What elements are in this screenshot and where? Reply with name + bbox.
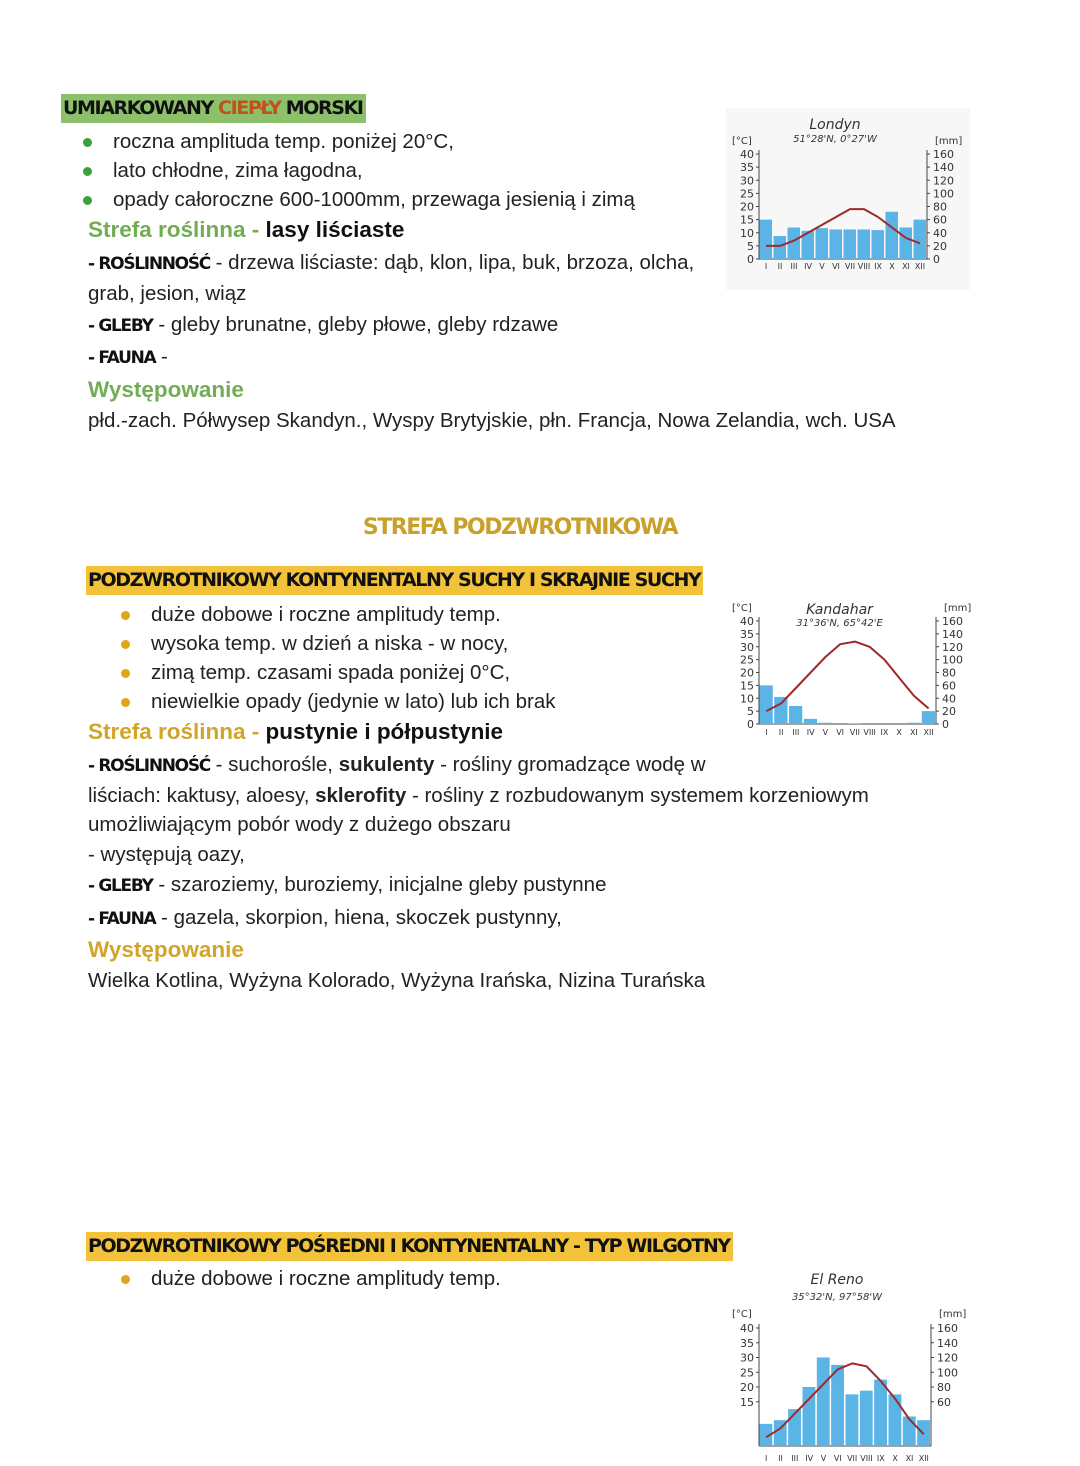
climate-heading-temperate-maritime <box>61 94 366 123</box>
precipitation-bar <box>914 220 927 259</box>
chart-tick-label-right: 160 <box>942 615 963 628</box>
chart-title: Londyn <box>809 117 861 133</box>
heading-highlight: PODZWROTNIKOWY POŚREDNI I KONTYNENTALNY - TYP WILGOTNY <box>86 1232 733 1261</box>
precipitation-bar <box>874 1380 887 1446</box>
soils-label: - GLEBY <box>88 876 153 896</box>
chart-category-label: IV <box>806 728 815 737</box>
bullet-dot-icon <box>121 611 130 620</box>
chart-tick-label-right: 0 <box>933 253 940 266</box>
chart-tick-label-left: 30 <box>740 640 754 654</box>
chart-tick-label-right: 40 <box>942 692 956 706</box>
fauna-text: - <box>155 345 168 368</box>
chart-tick-label-left: 35 <box>740 627 754 641</box>
oases-line: - występują oazy, <box>88 843 245 866</box>
vegetation-zone-line <box>88 215 404 245</box>
chart-category-label: VI <box>832 262 840 271</box>
chart-tick-label-right: 60 <box>937 1395 951 1409</box>
section-title-subtropical: STREFA PODZWROTNIKOWA <box>362 515 678 540</box>
heading-part: MORSKI <box>280 97 363 119</box>
vegetation-label: - ROŚLINNOŚĆ <box>88 254 210 274</box>
chart-tick-label-right: 100 <box>937 1366 958 1380</box>
chart-tick-label-left: 30 <box>740 174 754 188</box>
climate-chart-svg <box>726 598 970 746</box>
list-item <box>113 156 635 185</box>
bullet-dot-icon <box>121 698 130 707</box>
chart-subtitle: 51°28'N, 0°27'W <box>793 134 877 145</box>
chart-category-label: I <box>764 262 768 271</box>
chart-tick-label-left: 10 <box>740 226 754 240</box>
bullet-list-dry <box>151 600 556 716</box>
chart-tick-label-right: 140 <box>933 161 954 175</box>
chart-category-label: XII <box>918 1454 929 1463</box>
fauna-line <box>88 903 562 934</box>
list-item-text: wysoka temp. w dzień a niska - w nocy, <box>151 632 509 655</box>
chart-tick-label-left: 5 <box>747 705 754 719</box>
chart-ylabel-left: [°C] <box>732 603 752 614</box>
chart-tick-label-right: 160 <box>933 148 954 161</box>
list-item <box>113 185 635 214</box>
chart-tick-label-right: 100 <box>942 653 963 667</box>
chart-category-label: XII <box>923 728 934 737</box>
chart-category-label: XI <box>905 1454 914 1463</box>
chart-category-label: VII <box>847 1454 858 1463</box>
chart-tick-label-left: 15 <box>740 1395 754 1409</box>
chart-tick-label-right: 160 <box>937 1322 958 1335</box>
soils-text: - szaroziemy, buroziemy, inicjalne gleby pustynne <box>152 873 607 896</box>
chart-tick-label-right: 120 <box>937 1351 958 1365</box>
chart-subtitle: 35°32'N, 97°58'W <box>791 1292 883 1303</box>
chart-tick-label-left: 40 <box>740 1322 754 1335</box>
chart-category-label: VIII <box>863 728 876 737</box>
list-item-text: duże dobowe i roczne amplitudy temp. <box>151 1267 501 1290</box>
chart-category-label: IX <box>880 728 889 737</box>
chart-subtitle: 31°36'N, 65°42'E <box>796 618 883 629</box>
temperature-line <box>766 642 928 712</box>
chart-title: Kandahar <box>806 602 873 618</box>
precipitation-bar <box>907 723 920 724</box>
climate-heading-subtropical-humid <box>86 1232 733 1261</box>
list-item-text: duże dobowe i roczne amplitudy temp. <box>151 603 501 626</box>
chart-tick-label-left: 30 <box>740 1351 754 1365</box>
chart-tick-label-left: 0 <box>747 718 754 731</box>
zone-value: lasy liściaste <box>265 217 405 242</box>
precipitation-bar <box>860 1391 873 1446</box>
chart-tick-label-left: 25 <box>740 653 754 667</box>
precipitation-bar <box>817 1358 830 1447</box>
chart-tick-label-left: 20 <box>740 666 754 680</box>
chart-category-label: IV <box>804 262 812 271</box>
soils-text: - gleby brunatne, gleby płowe, gleby rdzawe <box>152 313 559 336</box>
precipitation-bar <box>816 228 829 259</box>
climate-chart-el-reno <box>726 1266 970 1463</box>
chart-category-label: III <box>791 1454 799 1463</box>
chart-category-label: VI <box>833 1454 842 1463</box>
chart-category-label: IV <box>805 1454 814 1463</box>
bullet-dot-icon <box>121 640 130 649</box>
soils-line <box>88 870 606 901</box>
chart-ylabel-right: [mm] <box>935 136 963 147</box>
zone-label: Strefa roślinna - <box>88 719 266 744</box>
chart-ylabel-left: [°C] <box>732 1309 752 1320</box>
heading-part-warm: CIEPŁY <box>218 97 281 119</box>
vegetation-text: - drzewa liściaste: dąb, klon, lipa, buk, brzoza, olcha, <box>209 251 695 274</box>
list-item-text: niewielkie opady (jedynie w lato) lub ich brak <box>151 690 556 713</box>
list-item <box>151 1264 501 1293</box>
fauna-label: - FAUNA <box>88 348 156 368</box>
precipitation-bar <box>900 228 913 260</box>
precipitation-bar <box>846 1394 859 1446</box>
heading-highlight <box>61 94 366 123</box>
chart-tick-label-right: 20 <box>933 239 947 253</box>
vegetation-line-2 <box>88 781 869 810</box>
bullet-dot-icon <box>83 138 92 147</box>
vegetation-text: - suchorośle, <box>209 753 339 776</box>
precipitation-bar <box>804 719 817 724</box>
chart-tick-label-left: 35 <box>740 1336 754 1350</box>
chart-tick-label-left: 10 <box>740 692 754 706</box>
chart-tick-label-left: 20 <box>740 1381 754 1394</box>
climate-chart-svg <box>726 1266 970 1466</box>
heading-highlight: PODZWROTNIKOWY KONTYNENTALNY SUCHY I SKRAJNIE SUCHY <box>86 566 703 595</box>
chart-category-label: V <box>819 262 825 271</box>
chart-tick-label-right: 0 <box>942 718 949 731</box>
occurrence-label: Występowanie <box>88 937 244 962</box>
precipitation-bar <box>830 229 843 259</box>
chart-category-label: I <box>764 1454 768 1463</box>
chart-tick-label-right: 40 <box>933 226 947 240</box>
list-item-text: zimą temp. czasami spada poniżej 0°C, <box>151 661 511 684</box>
chart-ylabel-left: [°C] <box>732 136 752 147</box>
chart-category-label: X <box>892 1454 898 1463</box>
vegetation-line <box>88 750 706 781</box>
climate-chart-svg <box>726 108 970 290</box>
chart-category-label: II <box>778 728 784 737</box>
zone-label: Strefa roślinna - <box>88 217 266 242</box>
chart-category-label: VIII <box>860 1454 873 1463</box>
vegetation-zone-line <box>88 717 503 747</box>
chart-tick-label-right: 100 <box>933 187 954 201</box>
chart-category-label: VII <box>849 728 860 737</box>
climate-heading-subtropical-dry <box>86 566 703 595</box>
occurrence-label: Występowanie <box>88 377 244 402</box>
bullet-dot-icon <box>83 196 92 205</box>
chart-tick-label-left: 20 <box>740 200 754 214</box>
bullet-list-humid <box>151 1264 501 1293</box>
chart-tick-label-left: 15 <box>740 213 754 227</box>
chart-category-label: XII <box>914 262 926 271</box>
chart-tick-label-right: 60 <box>942 679 956 693</box>
soils-line <box>88 310 558 341</box>
chart-tick-label-right: 80 <box>933 200 947 214</box>
precipitation-bar <box>760 685 773 724</box>
list-item <box>151 687 556 716</box>
list-item <box>113 127 635 156</box>
precipitation-bar <box>819 723 832 724</box>
chart-category-label: X <box>889 262 895 271</box>
vegetation-text: - rośliny gromadzące wodę w <box>434 753 706 776</box>
bullet-dot-icon <box>121 669 130 678</box>
list-item-text: roczna amplituda temp. poniżej 20°C, <box>113 130 454 153</box>
chart-category-label: V <box>820 1454 827 1463</box>
chart-category-label: I <box>765 728 768 737</box>
chart-category-label: VI <box>836 728 845 737</box>
term-succulents: sukulenty <box>338 753 435 776</box>
chart-tick-label-left: 15 <box>740 679 754 693</box>
fauna-label: - FAUNA <box>88 909 156 929</box>
precipitation-bar <box>922 711 935 724</box>
chart-tick-label-left: 40 <box>740 615 754 628</box>
vegetation-text: - rośliny z rozbudowanym systemem korzeniowym <box>406 784 869 807</box>
vegetation-label: - ROŚLINNOŚĆ <box>88 756 210 776</box>
occurrence-text: Wielka Kotlina, Wyżyna Kolorado, Wyżyna Irańska, Nizina Turańska <box>88 969 706 992</box>
chart-category-label: XI <box>902 262 910 271</box>
precipitation-bar <box>831 1365 844 1446</box>
precipitation-bar <box>774 697 787 724</box>
chart-tick-label-right: 20 <box>942 705 956 719</box>
precipitation-bar <box>903 1417 916 1447</box>
climate-chart-kandahar <box>726 598 970 746</box>
chart-tick-label-left: 40 <box>740 148 754 161</box>
fauna-text: - gazela, skorpion, hiena, skoczek pustynny, <box>155 906 562 929</box>
precipitation-bar <box>760 220 773 259</box>
precipitation-bar <box>848 723 861 724</box>
chart-category-label: III <box>792 728 800 737</box>
chart-category-label: V <box>822 728 829 737</box>
vegetation-text: liściach: kaktusy, aloesy, <box>88 784 316 807</box>
term-sclerophytes: sklerofity <box>315 784 407 807</box>
climate-chart-londyn <box>726 108 970 290</box>
chart-title: El Reno <box>810 1272 864 1288</box>
zone-value: pustynie i półpustynie <box>265 719 504 744</box>
chart-tick-label-right: 80 <box>942 666 956 680</box>
chart-tick-label-right: 80 <box>937 1381 951 1394</box>
precipitation-bar <box>886 212 899 259</box>
list-item <box>151 600 556 629</box>
list-item-text: lato chłodne, zima łagodna, <box>113 159 363 182</box>
precipitation-bar <box>889 1394 902 1446</box>
chart-tick-label-left: 0 <box>747 253 754 266</box>
bullet-list-temperate <box>113 127 635 214</box>
chart-tick-label-left: 25 <box>740 187 754 201</box>
chart-category-label: II <box>778 1454 783 1463</box>
chart-category-label: VIII <box>857 262 871 271</box>
bullet-dot-icon <box>83 167 92 176</box>
chart-tick-label-right: 60 <box>933 213 947 227</box>
list-item <box>151 658 556 687</box>
vegetation-line <box>88 248 694 279</box>
list-item <box>151 629 556 658</box>
chart-category-label: IX <box>876 1454 885 1463</box>
chart-category-label: VII <box>844 262 856 271</box>
chart-category-label: X <box>896 728 902 737</box>
vegetation-text-continued: grab, jesion, wiąz <box>88 282 247 305</box>
chart-tick-label-left: 35 <box>740 161 754 175</box>
vegetation-line-2 <box>88 279 246 308</box>
chart-tick-label-left: 25 <box>740 1366 754 1380</box>
precipitation-bar <box>844 229 857 259</box>
soils-label: - GLEBY <box>88 316 153 336</box>
chart-tick-label-right: 140 <box>937 1336 958 1350</box>
chart-tick-label-right: 140 <box>942 627 963 641</box>
chart-ylabel-right: [mm] <box>944 603 972 614</box>
chart-ylabel-right: [mm] <box>939 1309 967 1320</box>
fauna-line <box>88 342 168 373</box>
occurrence-text: płd.-zach. Półwysep Skandyn., Wyspy Brytyjskie, płn. Francja, Nowa Zelandia, wch. USA <box>88 409 896 432</box>
precipitation-bar <box>872 230 885 259</box>
precipitation-bar <box>774 236 787 259</box>
chart-category-label: II <box>777 262 783 271</box>
precipitation-bar <box>789 706 802 724</box>
bullet-dot-icon <box>121 1275 130 1284</box>
vegetation-line-3: umożliwiającym pobór wody z dużego obszaru <box>88 813 511 836</box>
chart-category-label: XI <box>909 728 918 737</box>
chart-tick-label-left: 5 <box>747 239 754 253</box>
precipitation-bar <box>858 229 871 259</box>
chart-tick-label-right: 120 <box>942 640 963 654</box>
chart-tick-label-right: 120 <box>933 174 954 188</box>
chart-category-label: IX <box>874 262 882 271</box>
chart-category-label: III <box>790 262 798 271</box>
heading-part: UMIARKOWANY <box>63 97 219 119</box>
list-item-text: opady całoroczne 600-1000mm, przewaga jesienią i zimą <box>113 188 635 211</box>
